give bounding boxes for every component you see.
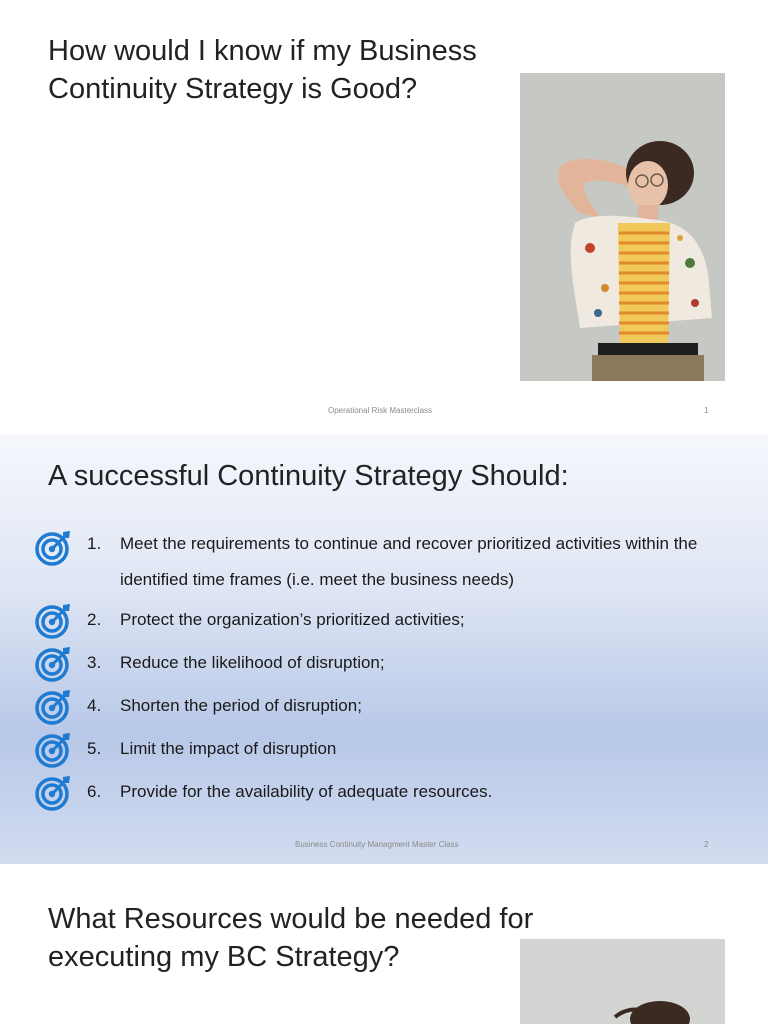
- target-icon: [34, 688, 72, 726]
- target-icon: [34, 774, 72, 812]
- target-icon: [34, 645, 72, 683]
- item-number: 6.: [87, 782, 102, 801]
- target-icon: [34, 529, 72, 567]
- item-text: Meet the requirements to continue and recover prioritized activities within the identified time frames (i.e. meet the business needs): [120, 534, 698, 589]
- slide-1: [0, 0, 768, 432]
- strategy-criteria-list: [0, 434, 768, 864]
- slide-3: [0, 866, 768, 1024]
- person-thinking-photo: [520, 939, 725, 1024]
- slide-1-footer: Operational Risk Masterclass: [328, 406, 433, 415]
- slide-2-page-number: 2: [704, 840, 709, 849]
- item-number: 4.: [87, 696, 102, 715]
- slide-3-title: What Resources would be needed for executing my BC Strategy?: [48, 903, 534, 973]
- item-number: 1.: [87, 534, 102, 553]
- slide-1-title: How would I know if my Business Continuity Strategy is Good?: [48, 35, 477, 105]
- item-text: Protect the organization’s prioritized activities;: [120, 610, 465, 629]
- item-text: Provide for the availability of adequate resources.: [120, 782, 493, 801]
- item-text: Limit the impact of disruption: [120, 739, 337, 758]
- slide-2: [0, 434, 768, 864]
- target-icon: [34, 602, 72, 640]
- item-number: 5.: [87, 739, 102, 758]
- item-number: 3.: [87, 653, 102, 672]
- item-number: 2.: [87, 610, 102, 629]
- slide-2-title: A successful Continuity Strategy Should:: [48, 460, 569, 492]
- item-text: Reduce the likelihood of disruption;: [120, 653, 385, 672]
- target-icon: [34, 731, 72, 769]
- slide-2-footer: Business Continuity Managment Master Class: [295, 840, 459, 849]
- slide-1-page-number: 1: [704, 406, 709, 415]
- item-text: Shorten the period of disruption;: [120, 696, 362, 715]
- person-thinking-photo: [520, 73, 725, 381]
